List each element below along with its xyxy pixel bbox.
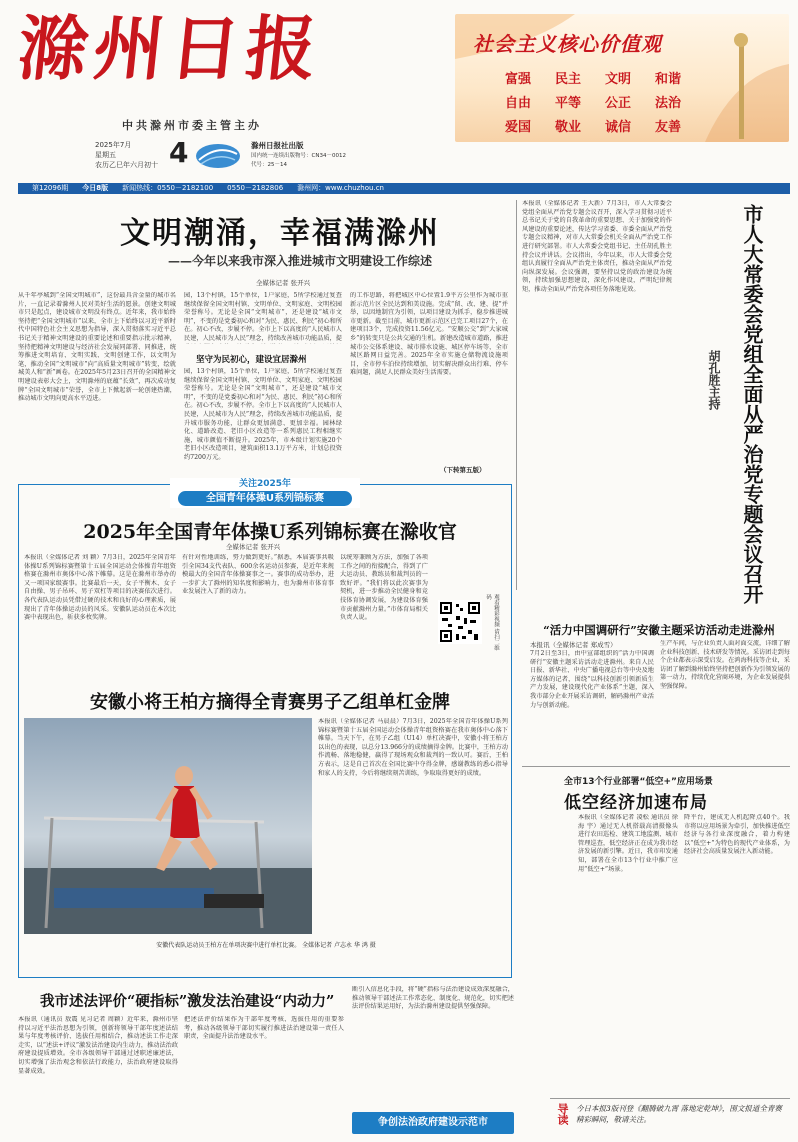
sports-column-2: 有针对性地训练，努力做到更好。”据悉，本届赛事共吸引全国34支代表队、600余名运动员参赛，是近年来规模最大的全国青年体操赛事之一。赛事的成功举办，进一步扩大了滁州的知名度和影响力，也为滁州市体育事业发展注入了新的动力。 bbox=[182, 554, 334, 596]
page-count: 今日8版 bbox=[82, 184, 109, 192]
law-headline: 我市述法评价“硬指标”激发法治建设“内动力” bbox=[40, 993, 335, 1010]
value-item: 友善 bbox=[655, 120, 682, 135]
value-item: 富强 bbox=[505, 72, 532, 87]
column-divider bbox=[516, 200, 517, 590]
value-item: 爱国 bbox=[505, 120, 532, 135]
sports-banner-line2: 全国青年体操U系列锦标赛 bbox=[178, 491, 352, 506]
value-item: 法治 bbox=[655, 96, 682, 111]
lowalt-column-2: 降平台，建成无人机起降点40个。我市将以应用场景为牵引，加快推进低空经济与各行业深度融合，着力构建以“低空+”为特色的现代产业体系，为经济社会高质量发展注入新动能。 bbox=[684, 814, 790, 856]
values-banner bbox=[455, 14, 789, 142]
congress-subhead: 胡孔胜主持 bbox=[707, 350, 721, 410]
lead-column-1: 从千年亭城到“全国文明城市”，这份最具含金量的城市名片，一直记录着滁州人民对美好生活的愿景。创建文明城市只是起点，建设城市文明没有终点。近年来，我市始终坚持把“全国文明城市”以来，全市上下始终以习近平新时代中国特色社会主义思想为指导，深入贯彻落实习近平总书记关于精神文明建设的重要论述和重要指示批示精神，坚持把精神文明建设与经济社会发展同部署、同推进，统筹推进文明培育、文明实践、文明创建工作，以文明为笔，推动全国“文明城市”向“高质量文明城市”转变，绘就城美人和“新”画卷。在2025年5月23日召开的全国精神文明建设表彰大会上，文明滁州的底蕴“长效”，再次成功复牌“全国文明城市”荣誉，全市上下掀起新一轮创建热潮，推动城市文明向更高水平迈进。 bbox=[18, 292, 176, 403]
date-day: 4 bbox=[169, 136, 189, 169]
publisher-postal: 代号：25－14 bbox=[251, 162, 287, 168]
date-row bbox=[95, 136, 435, 174]
sports-headline-2: 安徽小将王柏方摘得全青赛男子乙组单杠金牌 bbox=[90, 692, 450, 713]
news-hotline-2: 0550－2182806 bbox=[227, 184, 284, 192]
gymnast-photo bbox=[24, 718, 312, 934]
lead-subhead: ——今年以来我市深入推进城市文明建设工作综述 bbox=[168, 254, 433, 268]
values-slogan: 社会主义核心价值观 bbox=[473, 32, 662, 56]
congress-body: 本报讯（全媒体记者 王大新）7月3日，市人大常委会党组全面从严治党专题会议召开，深入学习贯彻习近平总书记关于党的自我革命的重要思想、关于加强党的作风建设的重要论述，传达学习省委、市委全面从严治党专题会议精神，对市人大常委会机关全面从严治党工作进行研究部署。市人大常委会党组书记、主任胡孔胜主持会议并讲话。会议指出，今年以来，市人大常委会党组认真履行全面从严治党主体责任，推动全面从严治党向纵深发展。会议强调，要坚持以党的政治建设为统领，持续加强思想建设，深化作风建设，严明纪律规矩，推动全面从严治党各项任务落地见效。 bbox=[522, 200, 672, 293]
activity-column-1: 7月2日至3日，由中宣部组织的“活力中国调研行”安徽主题采访活动走进滁州。来自人民日报、新华社、中央广播电视总台等中央及地方媒体的记者，围绕“以科技创新引领新质生产力发展，建设现代化产业体系”主题，深入我市部分企业开展采访调研，解码滁州产业活力与创新动能。 bbox=[530, 650, 654, 709]
date-weekday: 星期五 bbox=[95, 151, 116, 159]
issue-number: 第12096期 bbox=[32, 184, 69, 192]
activity-headline: “活力中国调研行”安徽主题采访活动走进滁州 bbox=[543, 623, 775, 637]
newspaper-logo-icon bbox=[193, 140, 243, 172]
news-hotline: 新闻热线：0550－2182100 bbox=[122, 184, 214, 192]
lead-continued: （下转第五版） bbox=[440, 466, 486, 474]
lead-byline: 全媒体记者 张开兴 bbox=[256, 279, 311, 287]
publisher-cn: 国内统一连续出版物号：CN34－0012 bbox=[251, 153, 346, 159]
guide-text[interactable]: 今日本报3版刊登《翻腾破九霄 落地定乾坤》，围文报道全青赛精彩瞬间，敬请关注。 bbox=[576, 1104, 782, 1124]
values-grid bbox=[505, 68, 705, 135]
sports-article-2: 本报讯（全媒体记者 马晨晨）7月3日，2025年全国青年体操U系列锦标赛暨第十五届全国运动会体操青年组资格赛在我市奥体中心落下帷幕。当天下午，在男子乙组（U14）单杠决赛中，安徽小将王柏方以出色的表现，以总分13.966分的成绩摘得金牌。比赛中，王柏方动作流畅、落地稳健，赢得了现场观众和裁判的一致认可。赛后，王柏方表示，这是自己首次在全国比赛中夺得金牌，感谢教练的悉心指导和家人的支持，今后将继续刻苦训练，争取取得更好的成绩。 bbox=[318, 718, 508, 777]
activity-byline: 本报讯（全媒体记者 郑成雪） bbox=[530, 641, 617, 649]
value-item: 民主 bbox=[555, 72, 582, 87]
sports-headline: 2025年全国青年体操U系列锦标赛在滁收官 bbox=[83, 521, 457, 543]
law-column-1: 本报讯（通讯员 敖震 见习记者 周颖）近年来，滁州市坚持以习近平法治思想为引领，创新将领导干部年度述法结果与年度考核评价、选拔任用相结合，推动述法工作走深走实，以“述法+评议”激发法治建设内生动力，推动法治政府建设提质增效。全市各级领导干部通过述职述廉述法，切实增强了法治观念和依法行政能力，法治政府建设取得显著成效。 bbox=[18, 1016, 178, 1075]
law-banner-text: 争创法治政府建设示范市 bbox=[378, 1117, 488, 1128]
value-item: 文明 bbox=[605, 72, 632, 87]
sports-byline: 全媒体记者 张开兴 bbox=[226, 543, 281, 551]
lowalt-kicker: 全市13个行业部署“低空+”应用场景 bbox=[564, 777, 713, 787]
guide-label: 导读 bbox=[556, 1103, 569, 1125]
qr-code[interactable] bbox=[438, 600, 482, 644]
date-lunar: 农历乙巳年六月初十 bbox=[95, 161, 158, 169]
sports-banner bbox=[170, 478, 360, 508]
lead-headline: 文明潮涌，幸福满滁州 bbox=[120, 216, 440, 251]
lead-column-3: 的工作思路，将把城区中心位置1.9平方公里作为城市重新示范片区全民达到和美设施。完成“留、改、建、提”并举，以因地制宜为引领，以项目建设为抓手，稳步推进城市更新。截至目前，城市更新示范区已完工项目27个，在建项目3个，完成投资11.56亿元。“安顺公交”到“大家城乡”的转变只是公共交通的生机。新建改造城市道路，推进城市公交体系建设、城市排水设施、城区停车场等，全市城区路网日益完善。2025年全市实施仓储物流设施项目，全市停车泊位持续增加，切实解决群众出行难、停车难问题，满足人民群众美好生活需要。 bbox=[350, 292, 508, 377]
lead-section-title: 坚守为民初心，建设宜居滁州 bbox=[196, 355, 307, 365]
lead-column-2: 园，13个村镇，15个单位，1户家庭，5所学校通过复查继续保留全国文明村镇、文明单位、文明家庭、文明校园荣誉称号。无论是全国“文明城市”，还是建设“城市文明”，不变的是党委初心和对“为民、惠民、利民”初心和所在。初心不改，步履不停。全市上下以高度的“人民城市人民建，人民城市为人民”理念，持续改善城市功能品质，提升城市服务功能，让群众更加满意、更加幸福。园林绿化、道路改造、老旧小区改造等一系列惠民工程相继实施，城市颜值不断提升。2025年，市本级计划实施20个老旧小区改造项目，建筑面积13.1万平方米，计划总投资约7200万元。 bbox=[184, 368, 342, 461]
sports-column-3: 以统筹兼顾为方法，加强了各项工作之间的衔接配合，得到了广大运动员、教练员和裁判员的一致好评。“我们将以此次赛事为契机，进一步推动全民健身和竞技体育协调发展，为建设体育强市贡献滁州力量。”市体育局相关负责人说。 bbox=[340, 554, 428, 622]
value-item: 诚信 bbox=[605, 120, 632, 135]
guide-box bbox=[550, 1098, 790, 1134]
website-link[interactable]: 滁州网：www.chuzhou.cn bbox=[297, 184, 384, 192]
masthead-title: 滁州日报 bbox=[13, 7, 327, 90]
date-year-month: 2025年7月 bbox=[95, 141, 132, 149]
info-bar bbox=[18, 183, 790, 194]
publisher-name: 滁州日报社出版 bbox=[251, 141, 304, 150]
lead-column-2-top: 园，13个村镇，15个单位，1户家庭，5所学校通过复查继续保留全国文明村镇、文明单位、文明家庭、文明校园荣誉称号。无论是全国“文明城市”，还是建设“城市文明”，不变的是党委初心和对“为民、惠民、利民”初心和所在。初心不改，步履不停。全市上下以高度的“人民城市人民建，人民城市为人民”理念，持续改善城市功能品质，提 bbox=[184, 292, 342, 342]
activity-column-2: 生产车间，与企业负责人面对面交流，详细了解企业科技创新、技术研发等情况。采访团走到每个企业都表示深受启发。在鸿海科技等企业，采访团了解到滁州始终坚持把创新作为引领发展的第一动力，持续优化营商环境，为企业发展提供坚强保障。 bbox=[660, 640, 790, 690]
photo-caption: 安徽代表队运动员王柏方在单项决赛中进行单杠比赛。 全媒体记者 卢志永 华 鸿 摄 bbox=[156, 942, 376, 949]
value-item: 和谐 bbox=[655, 72, 682, 87]
section-rule bbox=[522, 766, 790, 767]
sports-column-1: 本报讯（全媒体记者 刘 颖）7月3日，2025年全国青年体操U系列锦标赛暨第十五届全国运动会体操青年组资格赛在滁州市奥体中心落下帷幕。这是在滁州市举办的又一项国家级赛事。比赛最后一天，女子平衡木、女子自由操、男子吊环、男子双杠等项目的决赛依次进行。各代表队运动员凭借过硬的技术和良好的心理素质，展现出了青年体操运动员的风采。安徽队运动员在本次比赛中表现出色，斩获多枚奖牌。 bbox=[24, 554, 176, 622]
value-item: 敬业 bbox=[555, 120, 582, 135]
lowalt-headline: 低空经济加速布局 bbox=[564, 793, 708, 813]
masthead-subtitle: 中共滁州市委主管主办 bbox=[122, 119, 262, 132]
sports-banner-line1: 关注2025年 bbox=[238, 479, 292, 489]
law-banner bbox=[352, 1112, 514, 1134]
value-item: 自由 bbox=[505, 96, 532, 111]
masthead bbox=[0, 0, 798, 150]
lowalt-column-1: 本报讯（全媒体记者 凌松 通讯员 徐海 宇）通过无人机搭载高清摄像头进行农田巡检、建筑工地监测、城市管理巡查，低空经济正在成为我市经济发展的新引擎。近日，我市印发通知，部署在全市13个行业中推广应用“低空+”场景。 bbox=[578, 814, 678, 873]
value-item: 公正 bbox=[605, 96, 632, 111]
gymnast-illustration-icon bbox=[24, 718, 312, 934]
congress-headline: 市人大常委会党组全面从严治党专题会议召开 bbox=[740, 204, 764, 604]
value-item: 平等 bbox=[555, 96, 582, 111]
law-column-2: 把述法评价结果作为干部年度考核、选拔任用的重要参考，推动各级领导干部切实履行推进法治建设第一责任人职责，全面提升法治建设水平。 bbox=[184, 1016, 344, 1041]
law-column-3: 断引入信息化手段，将“硬”指标与法治建设成效深度融合，推动领导干部述法工作常态化、制度化、规范化，切实把述法评价结果运用好，为法治滁州建设提供坚强保障。 bbox=[352, 986, 514, 1011]
qr-caption: 观看精彩视频 请扫二维码 bbox=[485, 594, 499, 651]
